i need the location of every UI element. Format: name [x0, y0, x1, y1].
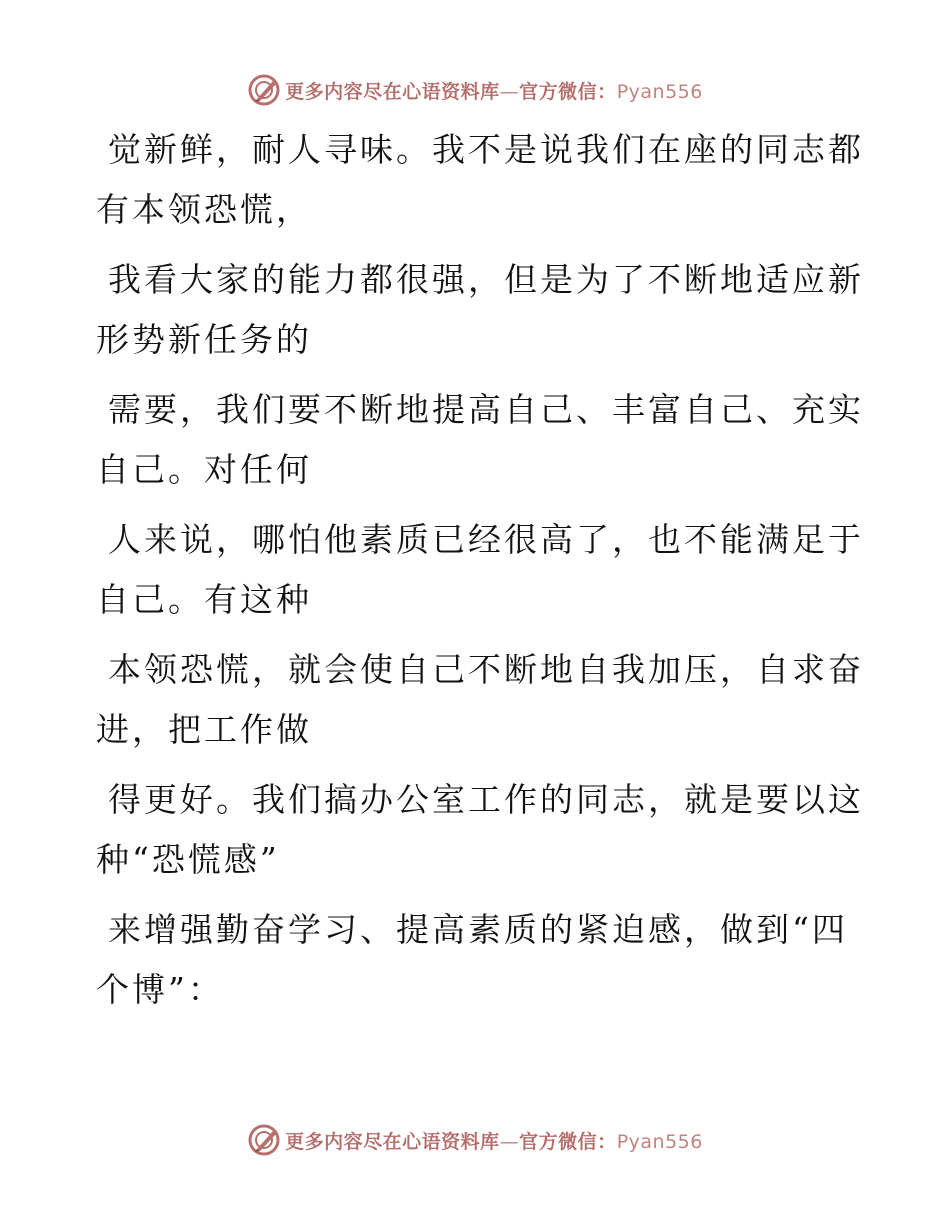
paragraph-line: 我看大家的能力都很强，但是为了不断地适应新 [108, 260, 864, 299]
watermark-text [285, 1127, 703, 1154]
paragraph [96, 640, 864, 760]
watermark-dash: — [499, 80, 520, 103]
paragraph [96, 250, 864, 370]
footer-watermark [0, 1120, 950, 1160]
pen-logo-icon [247, 1123, 281, 1157]
watermark-dash: — [499, 1130, 520, 1153]
paragraph-line: 形势新任务的 [96, 320, 312, 359]
watermark-label: 官方微信： [519, 1130, 617, 1153]
watermark-wechat: Pyan556 [616, 1130, 703, 1153]
paragraph-line: 需要，我们要不断地提高自己、丰富自己、充实 [108, 390, 864, 429]
paragraph [96, 120, 864, 240]
paragraph-line: 进，把工作做 [96, 710, 312, 749]
paragraph-line: 个博”： [96, 970, 224, 1009]
document-body [96, 120, 864, 1030]
paragraph-line: 本领恐慌，就会使自己不断地自我加压，自求奋 [108, 650, 864, 689]
paragraph [96, 380, 864, 500]
paragraph-line: 得更好。我们搞办公室工作的同志，就是要以这 [108, 780, 864, 819]
watermark-label: 官方微信： [519, 80, 617, 103]
paragraph [96, 900, 848, 1020]
pen-logo-icon [247, 73, 281, 107]
paragraph-line: 自己。有这种 [96, 580, 312, 619]
header-watermark [0, 70, 950, 110]
paragraph-line: 觉新鲜，耐人寻味。我不是说我们在座的同志都 [108, 130, 864, 169]
watermark-brand: 更多内容尽在心语资料库 [285, 1130, 500, 1153]
watermark-wechat: Pyan556 [616, 80, 703, 103]
paragraph-line: 自己。对任何 [96, 450, 312, 489]
paragraph-line: 人来说，哪怕他素质已经很高了，也不能满足于 [108, 520, 864, 559]
paragraph [96, 770, 864, 890]
paragraph [96, 510, 864, 630]
paragraph-line: 种“恐慌感” [96, 840, 280, 879]
watermark-brand: 更多内容尽在心语资料库 [285, 80, 500, 103]
paragraph-line: 来增强勤奋学习、提高素质的紧迫感，做到“四 [108, 910, 848, 949]
paragraph-line: 有本领恐慌， [96, 190, 312, 229]
watermark-text [285, 77, 703, 104]
